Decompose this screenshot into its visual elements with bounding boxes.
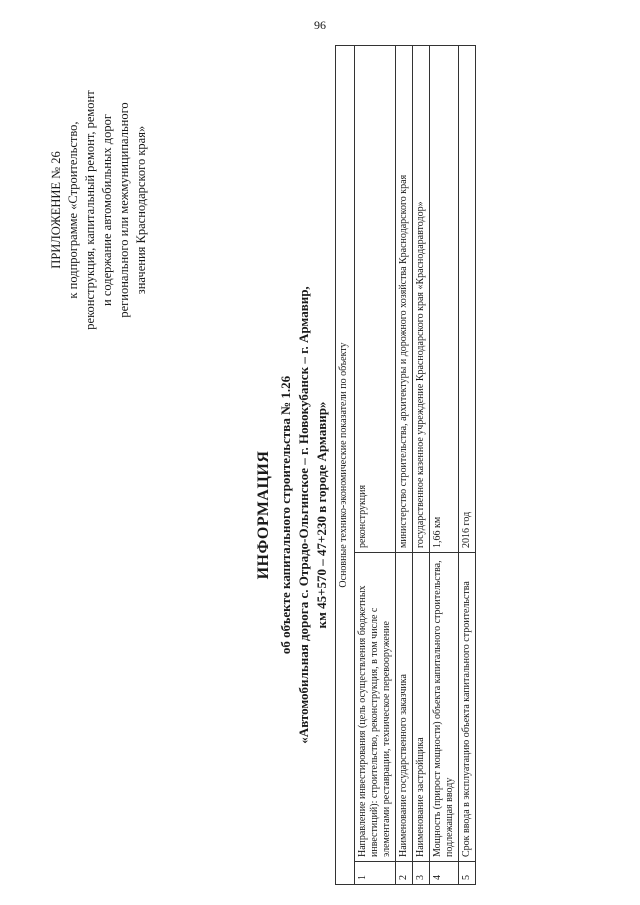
info-table: [335, 45, 476, 885]
appendix-line: ПРИЛОЖЕНИЕ № 26: [49, 151, 63, 269]
appendix-line: значения Краснодарского края»: [134, 125, 148, 295]
table-row: [396, 46, 413, 885]
row-value: 1,66 км: [430, 46, 459, 553]
row-name: Направление инвестирования (цель осуществления бюджетных инвестиций): строительство, реконструкция, в том числе с элементами реставрации, техническое перевооружение: [355, 553, 396, 862]
table-header-row: [336, 46, 355, 885]
document-heading: ИНФОРМАЦИЯ: [255, 450, 272, 580]
title-line: об объекте капитального строительства № 1.26: [278, 375, 293, 655]
row-name: Наименование застройщика: [413, 553, 430, 862]
row-name: Срок ввода в эксплуатацию объекта капитального строительства: [459, 553, 476, 862]
row-value: государственное казенное учреждение Краснодарского края «Краснодаравтодор»: [413, 46, 430, 553]
appendix-line: регионального или межмуниципального: [117, 102, 131, 318]
row-value: реконструкция: [355, 46, 396, 553]
title-block: [255, 235, 331, 795]
table-row: [430, 46, 459, 885]
row-name: Наименование государственного заказчика: [396, 553, 413, 862]
table-row: [459, 46, 476, 885]
appendix-line: и содержание автомобильных дорог: [100, 114, 114, 306]
rotated-content: [30, 25, 610, 885]
row-value: 2016 год: [459, 46, 476, 553]
table-row: [355, 46, 396, 885]
row-number: 2: [396, 862, 413, 885]
appendix-line: реконструкция, капитальный ремонт, ремонт: [83, 90, 97, 330]
appendix-line: к подпрограмме «Строительство,: [66, 121, 80, 299]
appendix-block: [48, 60, 150, 360]
row-name: Мощность (прирост мощности) объекта капитального строительства, подлежащая вводу: [430, 553, 459, 862]
title-line: км 45+570 – 47+230 в городе Армавир»: [314, 401, 329, 629]
page-number: 96: [314, 18, 326, 32]
table-header: Основные технико-экономические показатели по объекту: [336, 46, 355, 885]
row-number: 4: [430, 862, 459, 885]
row-value: министерство строительства, архитектуры и дорожного хозяйства Краснодарского края: [396, 46, 413, 553]
title-line: «Автомобильная дорога с. Отрадо-Ольгинское – г. Новокубанск – г. Армавир,: [296, 286, 311, 744]
row-number: 5: [459, 862, 476, 885]
row-number: 1: [355, 862, 396, 885]
row-number: 3: [413, 862, 430, 885]
table-row: [413, 46, 430, 885]
